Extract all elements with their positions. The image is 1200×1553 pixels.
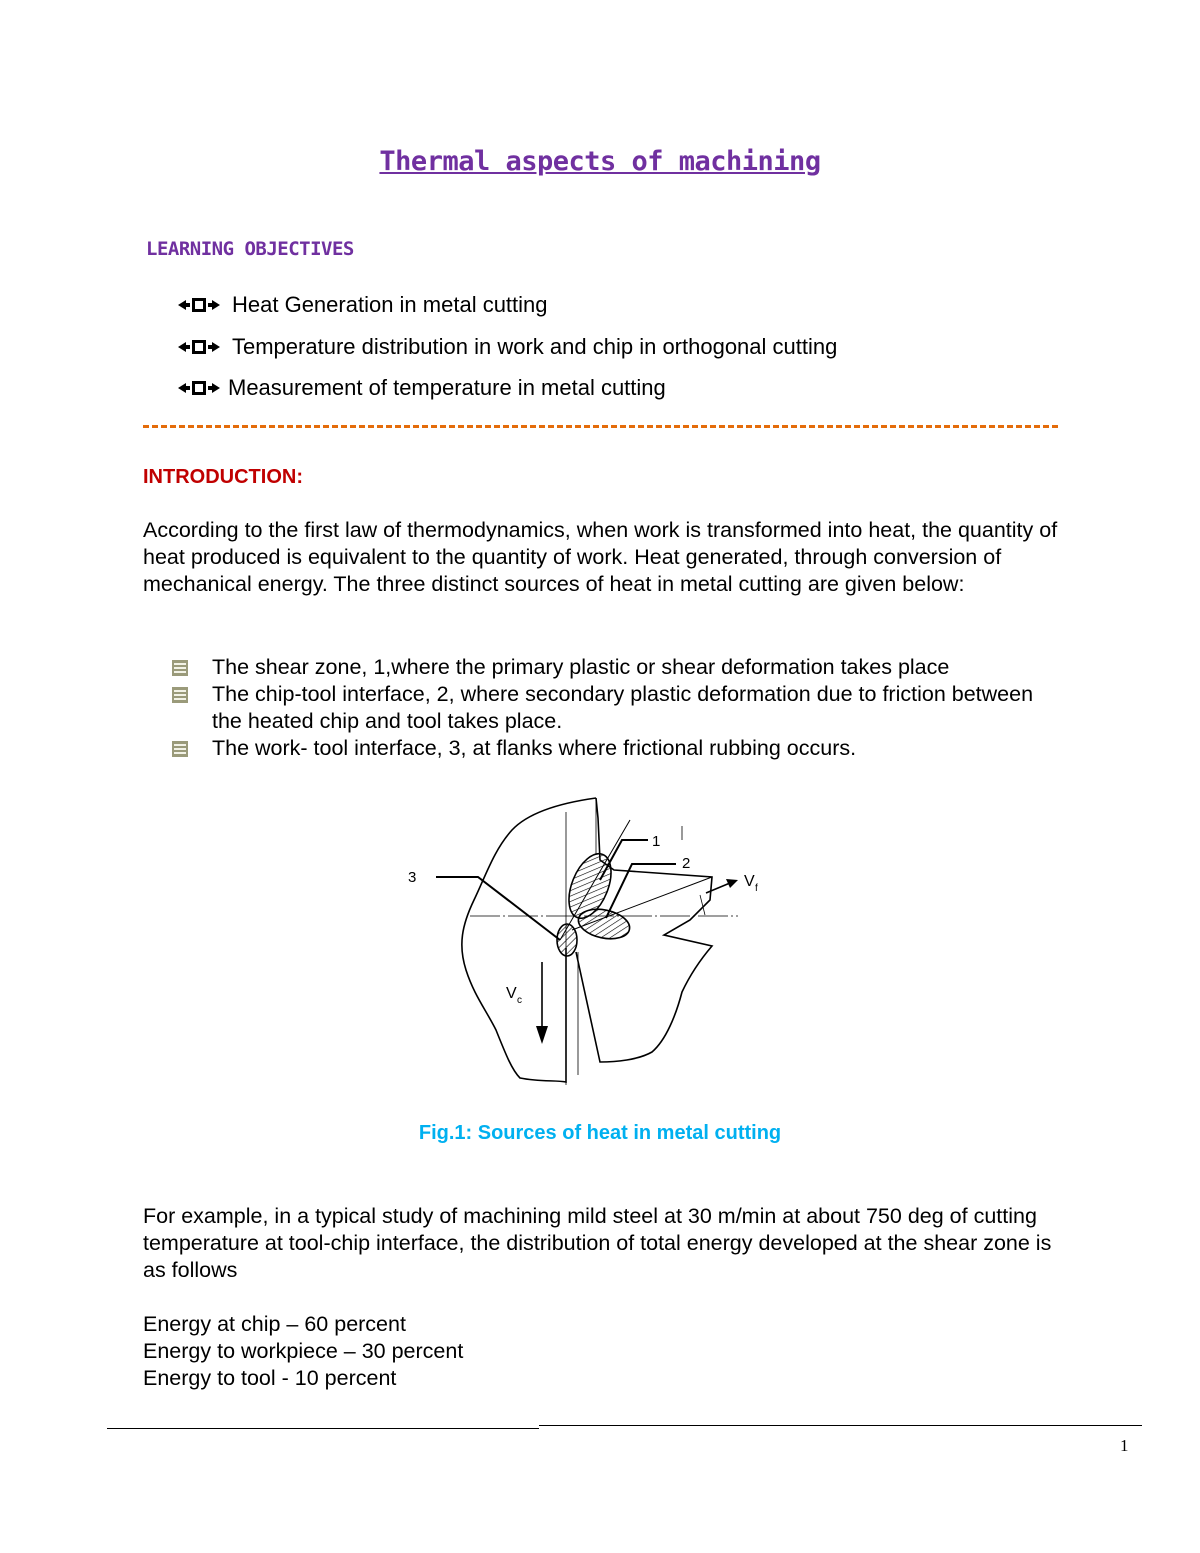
section-divider bbox=[143, 425, 1058, 428]
ornament-star-bullet-icon bbox=[176, 337, 222, 357]
ornament-star-bullet-icon bbox=[176, 378, 222, 398]
list-item bbox=[176, 654, 1056, 681]
vc-subscript: c bbox=[517, 995, 522, 1006]
page-title: Thermal aspects of machining bbox=[379, 146, 821, 177]
list-square-bullet-icon bbox=[172, 741, 188, 757]
zone-1-label: 1 bbox=[652, 833, 661, 850]
example-paragraph: For example, in a typical study of machining mild steel at 30 m/min at about 750 deg of cutting temperature at tool-chip interface, the distribution of total energy developed at the shear zone is as follows bbox=[143, 1204, 1052, 1282]
introduction-heading: INTRODUCTION: bbox=[143, 466, 303, 488]
objective-text: Temperature distribution in work and chip in orthogonal cutting bbox=[232, 334, 838, 359]
objective-text: Measurement of temperature in metal cutting bbox=[228, 375, 666, 400]
list-item-text: The chip-tool interface, 2, where secondary plastic deformation due to friction between the heated chip and tool takes place. bbox=[212, 682, 1034, 733]
objective-item bbox=[176, 292, 548, 318]
energy-line: Energy to tool - 10 percent bbox=[143, 1366, 397, 1390]
heat-sources-diagram bbox=[390, 790, 810, 1100]
footer-rule-left bbox=[107, 1428, 539, 1429]
objective-text: Heat Generation in metal cutting bbox=[232, 292, 548, 317]
objective-item bbox=[176, 375, 666, 401]
vc-label: V bbox=[506, 985, 517, 1002]
list-square-bullet-icon bbox=[172, 660, 188, 676]
energy-line: Energy to workpiece – 30 percent bbox=[143, 1339, 464, 1363]
zone-3-label: 3 bbox=[408, 869, 417, 886]
objective-item bbox=[176, 334, 837, 360]
energy-line: Energy at chip – 60 percent bbox=[143, 1312, 406, 1336]
zone-2-label: 2 bbox=[682, 855, 691, 872]
list-item bbox=[176, 681, 1056, 735]
vf-label: V bbox=[744, 873, 755, 890]
list-item-text: The work- tool interface, 3, at flanks where frictional rubbing occurs. bbox=[212, 736, 857, 760]
list-square-bullet-icon bbox=[172, 687, 188, 703]
page-number: 1 bbox=[1120, 1436, 1129, 1455]
list-item bbox=[176, 735, 1056, 762]
learning-objectives-heading: LEARNING OBJECTIVES bbox=[146, 238, 354, 260]
ornament-star-bullet-icon bbox=[176, 295, 222, 315]
vf-subscript: f bbox=[755, 883, 758, 894]
list-item-text: The shear zone, 1,where the primary plastic or shear deformation takes place bbox=[212, 655, 950, 679]
introduction-paragraph: According to the first law of thermodynamics, when work is transformed into heat, the quantity of heat produced is equivalent to the quantity of work. Heat generated, through conversion of mechanical energy. The three distinct sources of heat in metal cutting are given below: bbox=[143, 518, 1058, 596]
footer-rule-right bbox=[539, 1425, 1142, 1426]
figure-caption: Fig.1: Sources of heat in metal cutting bbox=[418, 1122, 782, 1144]
